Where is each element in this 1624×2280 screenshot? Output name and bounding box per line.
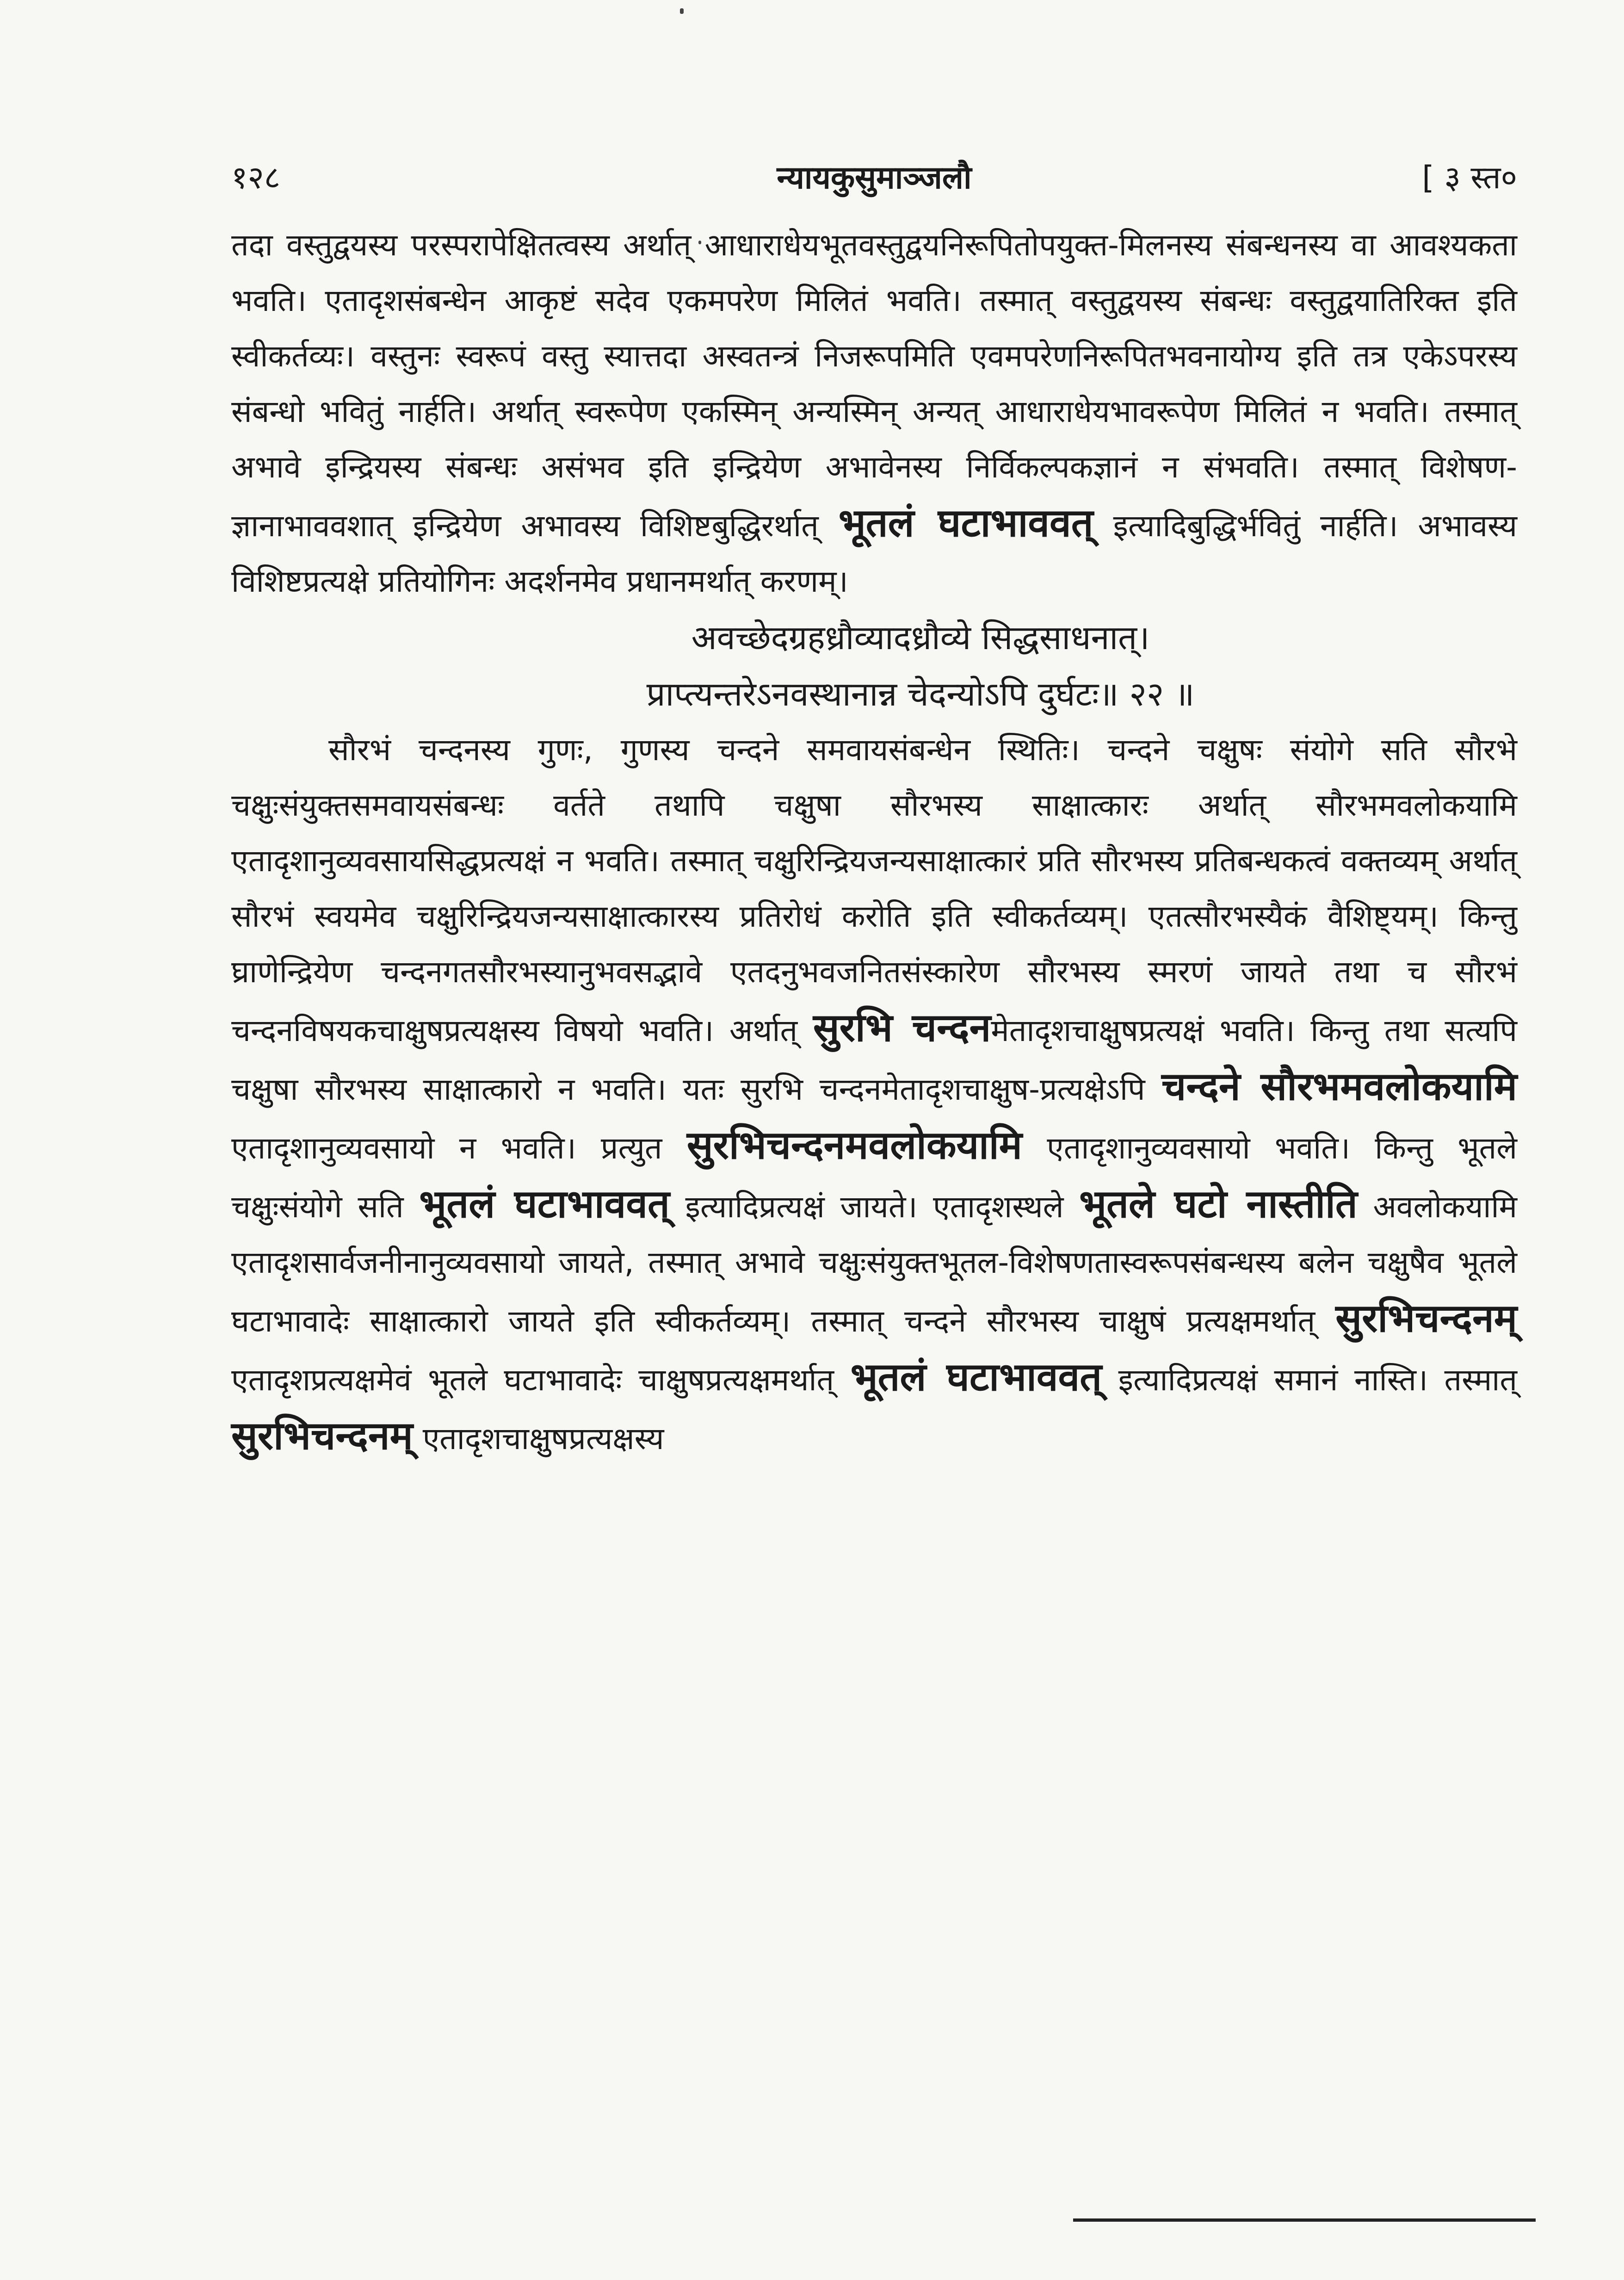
emphasized-phrase: सुरभि चन्दन [813, 1005, 991, 1050]
text-run: सौरभं चन्दनस्य गुणः, गुणस्य चन्दने समवायसंबन्धेन स्थितिः। चन्दने चक्षुषः संयोगे सति सौरभे चक्षुःसंयुक्तसमवायसंबन्धः वर्तते तथापि चक्षुषा सौरभस्य साक्षात्कारः अर्थात् सौरभमवलोकयामि एतादृशानुव्यवसायसिद्धप्रत्यक्षं न भवति। तस्मात् चक्षुरिन्द्रियजन्यसाक्षात्कारं प्रति सौरभस्य प्रतिबन्धकत्वं वक्तव्यम् अर्थात् सौरभं स्वयमेव चक्षुरिन्द्रियजन्यसाक्षात्कारस्य प्रतिरोधं करोति इति स्वीकर्तव्यम्। एतत्सौरभस्यैकं वैशिष्ट्यम्। किन्तु घ्राणेन्द्रियेण चन्दनगतसौरभस्यानुभवसद्भावे एतदनुभवजनितसंस्कारेण सौरभस्य स्मरणं जायते तथा च सौरभं चन्दनविषयकचाक्षुषप्रत्यक्षस्य विषयो भवति। अर्थात् [231, 732, 1517, 1048]
footer-rule [1073, 2218, 1536, 2222]
emphasized-phrase: भूतलं घटाभाववत् [850, 1354, 1102, 1400]
emphasized-phrase: चन्दने सौरभमवलोकयामि [1161, 1064, 1517, 1109]
paragraph-1 [231, 217, 1517, 609]
text-run: एतादृशप्रत्यक्षमेवं भूतले घटाभावादेः चाक्षुषप्रत्यक्षमर्थात् [231, 1362, 834, 1398]
emphasized-phrase: सुरभिचन्दनमवलोकयामि [686, 1122, 1022, 1168]
scan-speck [680, 8, 684, 14]
text-run: एतादृशचाक्षुषप्रत्यक्षस्य [422, 1421, 664, 1456]
section-marker: [ ३ स्त० [1422, 160, 1517, 196]
text-run: तदा वस्तुद्वयस्य परस्परापेक्षितत्वस्य अर्थात् आधाराधेयभूतवस्तुद्वयनिरूपितोपयुक्त-मिलनस्य संबन्धनस्य वा आवश्यकता भवति। एतादृशसंबन्धेन आकृष्टं सदेव एकमपरेण मिलितं भवति। तस्मात् वस्तुद्वयस्य संबन्धः वस्तुद्वयातिरिक्त इति स्वीकर्तव्यः। वस्तुनः स्वरूपं वस्तु स्यात्तदा अस्वतन्त्रं निजरूपमिति एवमपरेणनिरूपितभवनायोग्य इति तत्र एकेऽपरस्य संबन्धो भवितुं नार्हति। अर्थात् स्वरूपेण एकस्मिन् अन्यस्मिन् अन्यत् आधाराधेयभावरूपेण मिलितं न भवति। तस्मात् अभावे इन्द्रियस्य संबन्धः असंभव इति इन्द्रियेण अभावेनस्य निर्विकल्पकज्ञानं न संभवति। तस्मात् विशेषण-ज्ञानाभाववशात् इन्द्रियेण अभावस्य विशिष्टबुद्धिरर्थात् [231, 227, 1517, 544]
verse-line-2: प्राप्त्यन्तरेऽनवस्थानान्न चेदन्योऽपि दुर्घटः॥ २२ ॥ [646, 675, 1195, 713]
verse-line-1: अवच्छेदग्रहध्रौव्यादध्रौव्ये सिद्धसाधनात्। [691, 618, 1150, 657]
page-number: १२८ [231, 160, 281, 196]
emphasized-phrase: भूतलं घटाभाववत् [838, 500, 1093, 545]
emphasized-phrase: सुरभिचन्दनम् [231, 1413, 413, 1458]
text-run: इत्यादिप्रत्यक्षं जायते। एतादृशस्थले [685, 1189, 1064, 1225]
karika-verse [231, 609, 1517, 722]
emphasized-phrase: सुरभिचन्दनम् [1335, 1295, 1517, 1341]
emphasized-phrase: भूतले घटो नास्तीति [1079, 1181, 1358, 1227]
running-header [231, 153, 1517, 204]
text-run: एतादृशानुव्यवसायो न भवति। प्रत्युत [231, 1130, 662, 1166]
emphasized-phrase: भूतलं घटाभाववत् [419, 1181, 670, 1227]
paragraph-2 [231, 722, 1517, 1467]
text-run: एतादृशानुव्यवसायो भवति। किन्तु भूतले चक्षुःसंयोगे सति [231, 1130, 1518, 1225]
running-title: न्यायकुसुमाञ्जलौ [777, 160, 972, 196]
page-body [231, 217, 1517, 1467]
text-run: इत्यादिबुद्धिर्भवितुं नार्हति। अभावस्य विशिष्टप्रत्यक्षे प्रतियोगिनः अदर्शनमेव प्रधानमर्थात् करणम्। [231, 508, 1517, 599]
text-run: अवलोकयामि एतादृशसार्वजनीनानुव्यवसायो जायते, तस्मात् अभावे चक्षुःसंयुक्तभूतल-विशेषणतास्वरूपसंबन्धस्य बलेन चक्षुषैव भूतले घटाभावादेः साक्षात्कारो जायते इति स्वीकर्तव्यम्। तस्मात् चन्दने सौरभस्य चाक्षुषं प्रत्यक्षमर्थात् [231, 1189, 1518, 1339]
text-run: मेतादृशचाक्षुषप्रत्यक्षं भवति। किन्तु तथा सत्यपि चक्षुषा सौरभस्य साक्षात्कारो न भवति। यतः सुरभि चन्दनमेतादृशचाक्षुष-प्रत्यक्षेऽपि [231, 1013, 1517, 1107]
text-run: इत्यादिप्रत्यक्षं समानं नास्ति। तस्मात् [1118, 1362, 1518, 1398]
